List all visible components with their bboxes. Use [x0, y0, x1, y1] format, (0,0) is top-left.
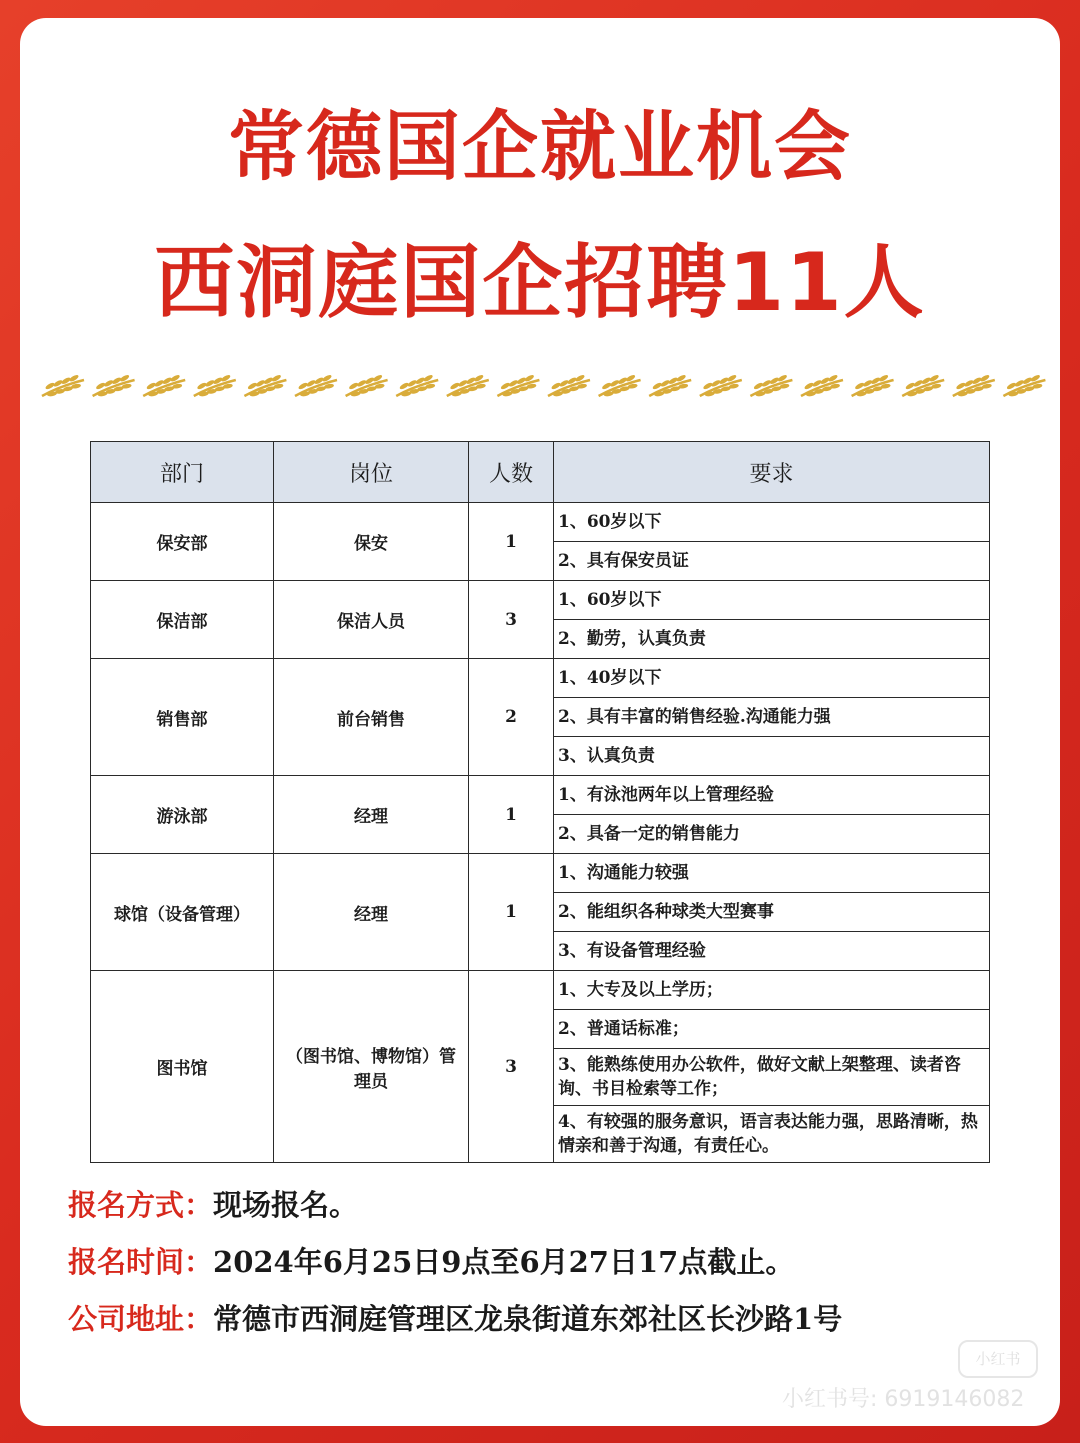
poster-card [20, 18, 1060, 1426]
count-cell: 1 [469, 854, 554, 971]
requirement-cell: 1、60岁以下 [554, 581, 990, 620]
signup-time-label: 报名时间： [68, 1245, 214, 1279]
requirement-cell: 2、具备一定的销售能力 [554, 815, 990, 854]
title-line-1: 常德国企就业机会 [228, 102, 852, 191]
requirement-cell: 2、普通话标准； [554, 1010, 990, 1049]
header-position: 岗位 [274, 442, 469, 503]
count-cell: 1 [469, 503, 554, 581]
table-row [91, 659, 990, 698]
position-cell: （图书馆、博物馆）管理员 [274, 971, 469, 1163]
requirement-cell: 1、有泳池两年以上管理经验 [554, 776, 990, 815]
watermark-id: 小红书号: 6919146082 [782, 1387, 1025, 1412]
signup-time [68, 1240, 794, 1281]
count-cell: 3 [469, 581, 554, 659]
requirement-cell: 3、认真负责 [554, 737, 990, 776]
count-cell: 1 [469, 776, 554, 854]
table-row [91, 503, 990, 542]
dept-cell: 保洁部 [91, 581, 274, 659]
requirement-cell: 3、能熟练使用办公软件，做好文献上架整理、读者咨询、书目检索等工作； [554, 1049, 990, 1106]
dept-cell: 游泳部 [91, 776, 274, 854]
dept-cell: 图书馆 [91, 971, 274, 1163]
wheat-divider-icon [34, 368, 1046, 408]
requirement-cell: 4、有较强的服务意识，语言表达能力强，思路清晰，热情亲和善于沟通，有责任心。 [554, 1106, 990, 1163]
requirement-cell: 3、有设备管理经验 [554, 932, 990, 971]
title-line-2: 西洞庭国企招聘11人 [154, 236, 926, 329]
signup-method [68, 1183, 358, 1224]
requirement-cell: 2、具有丰富的销售经验.沟通能力强 [554, 698, 990, 737]
requirement-cell: 2、勤劳，认真负责 [554, 620, 990, 659]
dept-cell: 保安部 [91, 503, 274, 581]
requirement-cell: 1、大专及以上学历； [554, 971, 990, 1010]
company-address [68, 1297, 842, 1338]
header-count: 人数 [469, 442, 554, 503]
requirement-cell: 1、60岁以下 [554, 503, 990, 542]
position-cell: 经理 [274, 854, 469, 971]
requirement-cell: 1、沟通能力较强 [554, 854, 990, 893]
dept-cell: 销售部 [91, 659, 274, 776]
table-row [91, 854, 990, 893]
signup-method-label: 报名方式： [68, 1188, 214, 1222]
position-cell: 前台销售 [274, 659, 469, 776]
count-cell: 2 [469, 659, 554, 776]
table-row [91, 581, 990, 620]
position-cell: 经理 [274, 776, 469, 854]
requirement-cell: 2、能组织各种球类大型赛事 [554, 893, 990, 932]
signup-method-value: 现场报名。 [213, 1188, 359, 1222]
table-row [91, 971, 990, 1010]
count-cell: 3 [469, 971, 554, 1163]
header-requirements: 要求 [554, 442, 990, 503]
dept-cell: 球馆（设备管理） [91, 854, 274, 971]
signup-time-value: 2024年6月25日9点至6月27日17点截止。 [213, 1245, 795, 1279]
table-row [91, 776, 990, 815]
company-address-value: 常德市西洞庭管理区龙泉街道东郊社区长沙路1号 [213, 1302, 843, 1336]
requirement-cell: 1、40岁以下 [554, 659, 990, 698]
position-cell: 保安 [274, 503, 469, 581]
requirement-cell: 2、具有保安员证 [554, 542, 990, 581]
position-cell: 保洁人员 [274, 581, 469, 659]
job-table [90, 441, 990, 1163]
company-address-label: 公司地址： [68, 1302, 214, 1336]
watermark-logo: 小红书 [958, 1340, 1038, 1378]
table-header-row [91, 442, 990, 503]
header-dept: 部门 [91, 442, 274, 503]
